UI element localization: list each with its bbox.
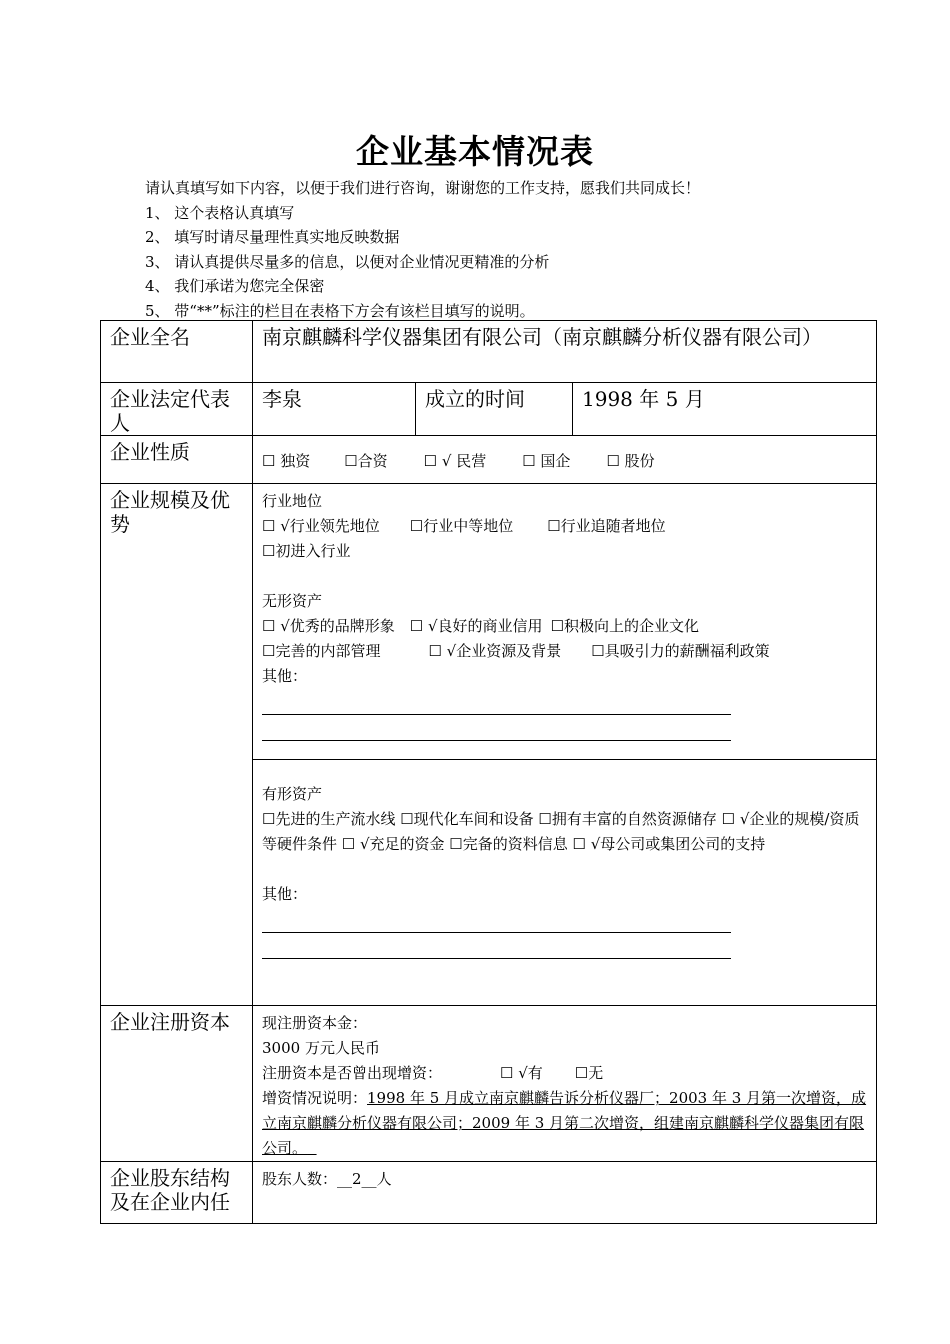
capital-current-value[interactable]: 3000 万元人民币 xyxy=(262,1039,380,1057)
intro-item: 3、 请认真提供尽量多的信息，以便对企业情况更精准的分析 xyxy=(145,252,550,271)
row-shareholders xyxy=(101,1162,877,1224)
shareholders-cell xyxy=(253,1162,877,1224)
capital-cell xyxy=(253,1006,877,1162)
capital-desc-text[interactable]: 1998 年 5 月成立南京麒麟告诉分析仪器厂；2003 年 3 月第一次增资，成立南京麒麟分析仪器有限公司；2009 年 3 月第二次增资，组建南京麒麟科学仪器集团有限公司。 xyxy=(262,1089,867,1157)
capital-label: 企业注册资本 xyxy=(101,1006,253,1162)
option-state[interactable]: ☐ 国企 xyxy=(522,452,571,470)
shareholders-label: 企业股东结构及在企业内任 xyxy=(101,1162,253,1224)
intro-greeting: 请认真填写如下内容，以便于我们进行咨询，谢谢您的工作支持，愿我们共同成长！ xyxy=(145,179,701,197)
enterprise-info-table xyxy=(100,320,877,1224)
other-label-2: 其他： xyxy=(262,885,308,903)
increase-yes-option[interactable]: ☐ √有 xyxy=(500,1064,543,1082)
tangible-options[interactable]: ☐先进的生产流水线 ☐现代化车间和设备 ☐拥有丰富的自然资源储存 ☐ √企业的规模/资质等硬件条件 ☐ √充足的资金 ☐完备的资料信息 ☐ √母公司或集团公司的支持 xyxy=(262,810,860,853)
shareholder-count-value[interactable]: __2__ xyxy=(337,1170,377,1188)
row-capital xyxy=(101,1006,877,1162)
row-nature xyxy=(101,436,877,484)
page-title: 企业基本情况表 xyxy=(356,132,594,171)
option-sole[interactable]: ☐ 独资 xyxy=(262,452,311,470)
intro-item: 1、 这个表格认真填写 xyxy=(145,203,295,222)
industry-leader-option[interactable]: ☐ √行业领先地位 xyxy=(262,517,380,535)
founded-value[interactable]: 1998 年 5 月 xyxy=(573,383,877,436)
resources-option[interactable]: ☐ √企业资源及背景 xyxy=(428,642,562,660)
brand-image-option[interactable]: ☐ √优秀的品牌形象 xyxy=(262,617,395,635)
capital-increase-question: 注册资本是否曾出现增资： xyxy=(262,1064,443,1082)
row-legal-rep xyxy=(101,383,877,436)
legal-rep-value[interactable]: 李泉 xyxy=(253,383,416,436)
shareholder-count-unit: 人 xyxy=(376,1170,392,1188)
other-fill-line[interactable] xyxy=(262,907,731,933)
credit-option[interactable]: ☐ √良好的商业信用 xyxy=(409,617,543,635)
salary-option[interactable]: ☐具吸引力的薪酬福利政策 xyxy=(591,642,770,660)
industry-follower-option[interactable]: ☐行业追随者地位 xyxy=(547,517,666,535)
tangible-title: 有形资产 xyxy=(262,785,323,803)
row-scale-1 xyxy=(101,484,877,760)
capital-current-label: 现注册资本金： xyxy=(262,1014,368,1032)
intro-item: 2、 填写时请尽量理性真实地反映数据 xyxy=(145,228,400,247)
culture-option[interactable]: ☐积极向上的企业文化 xyxy=(550,617,700,635)
industry-new-option[interactable]: ☐初进入行业 xyxy=(262,542,351,560)
intangible-title: 无形资产 xyxy=(262,592,323,610)
founded-label: 成立的时间 xyxy=(416,383,573,436)
other-fill-line[interactable] xyxy=(262,715,731,741)
increase-no-option[interactable]: ☐无 xyxy=(574,1064,604,1082)
intro-block xyxy=(145,176,700,324)
nature-label: 企业性质 xyxy=(101,436,253,484)
industry-middle-option[interactable]: ☐行业中等地位 xyxy=(409,517,514,535)
industry-title: 行业地位 xyxy=(262,492,323,510)
other-fill-line[interactable] xyxy=(262,933,731,959)
other-label: 其他： xyxy=(262,667,308,685)
scale-intangible-cell xyxy=(253,484,877,760)
row-full-name xyxy=(101,321,877,383)
intro-item: 5、 带“**”标注的栏目在表格下方会有该栏目填写的说明。 xyxy=(145,301,535,320)
full-name-label: 企业全名 xyxy=(101,321,253,383)
other-fill-line[interactable] xyxy=(262,689,731,715)
legal-rep-label: 企业法定代表人 xyxy=(101,383,253,436)
nature-options xyxy=(253,436,877,484)
full-name-value[interactable]: 南京麒麟科学仪器集团有限公司（南京麒麟分析仪器有限公司） xyxy=(253,321,877,383)
capital-desc xyxy=(262,1086,870,1161)
scale-tangible-cell xyxy=(253,760,877,1006)
option-joint[interactable]: ☐合资 xyxy=(344,452,388,470)
management-option[interactable]: ☐完善的内部管理 xyxy=(262,642,381,660)
capital-desc-label: 增资情况说明： xyxy=(262,1089,368,1107)
shareholder-count-label: 股东人数： xyxy=(262,1170,338,1188)
option-shares[interactable]: ☐ 股份 xyxy=(606,452,655,470)
option-private[interactable]: ☐ √ 民营 xyxy=(423,452,487,470)
intro-item: 4、 我们承诺为您完全保密 xyxy=(145,277,325,296)
scale-label: 企业规模及优势 xyxy=(101,484,253,1006)
